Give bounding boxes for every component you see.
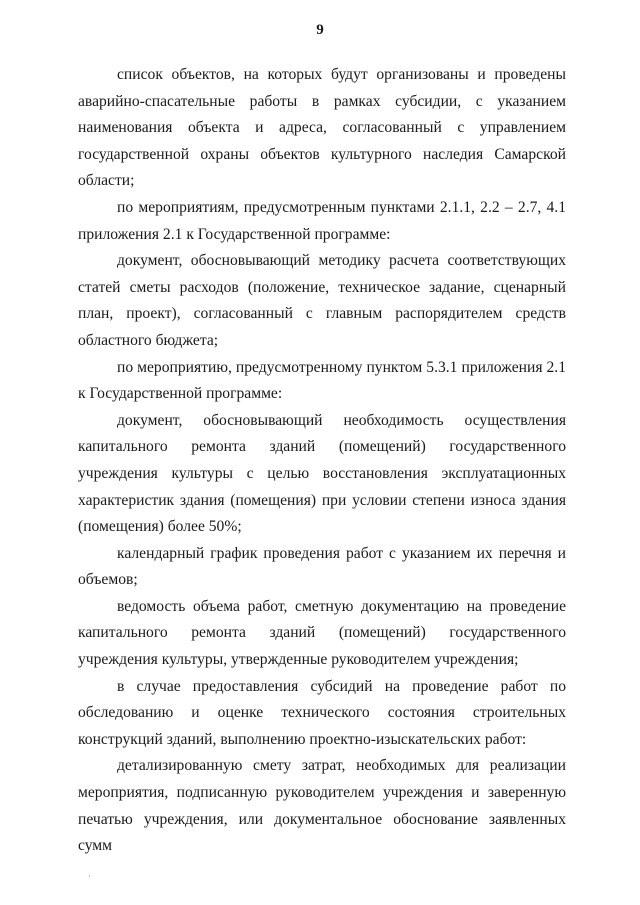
paragraph-9: детализированную смету затрат, необходимых для реализации мероприятия, подписанную руководителем учреждения и заверенную печатью учреждения, или документальное обоснование заявленных сумм (78, 757, 566, 855)
page-number: 9 (316, 22, 324, 38)
paragraph-1: список объектов, на которых будут организованы и проведены аварийно-спасательные работы в рамках субсидии, с указанием наименования объекта и адреса, согласованный с управлением государственной охраны объектов культурного наследия Самарской области; (78, 66, 566, 190)
document-body (78, 62, 566, 860)
paragraph-5: документ, обосновывающий необходимость осуществления капитального ремонта зданий (помещений) государственного учреждения культуры с целью восстановления эксплуатационных характеристик здания (помещения) при условии степени износа здания (помещения) более 50%; (78, 411, 566, 536)
paragraph-6: календарный график проведения работ с указанием их перечня и объемов; (78, 544, 566, 589)
paragraph-7: ведомость объема работ, сметную документацию на проведение капитального ремонта зданий (помещений) государственного учреждения культуры, утвержденные руководителем учреждения; (78, 597, 566, 669)
paragraph-4: по мероприятию, предусмотренному пунктом 5.3.1 приложения 2.1 к Государственной программе: (78, 358, 566, 403)
paragraph-3: документ, обосновывающий методику расчета соответствующих статей сметы расходов (положение, техническое задание, сценарный план, проект), согласованный с главным распорядителем средств областного бюджета; (78, 252, 566, 349)
paragraph-8: в случае предоставления субсидий на проведение работ по обследованию и оценке технического состояния строительных конструкций зданий, выполнению проектно-изыскательских работ: (78, 677, 566, 748)
scan-speck: · (88, 872, 91, 881)
paragraph-2: по мероприятиям, предусмотренным пунктами 2.1.1, 2.2 – 2.7, 4.1 приложения 2.1 к Государственной программе: (78, 198, 566, 243)
